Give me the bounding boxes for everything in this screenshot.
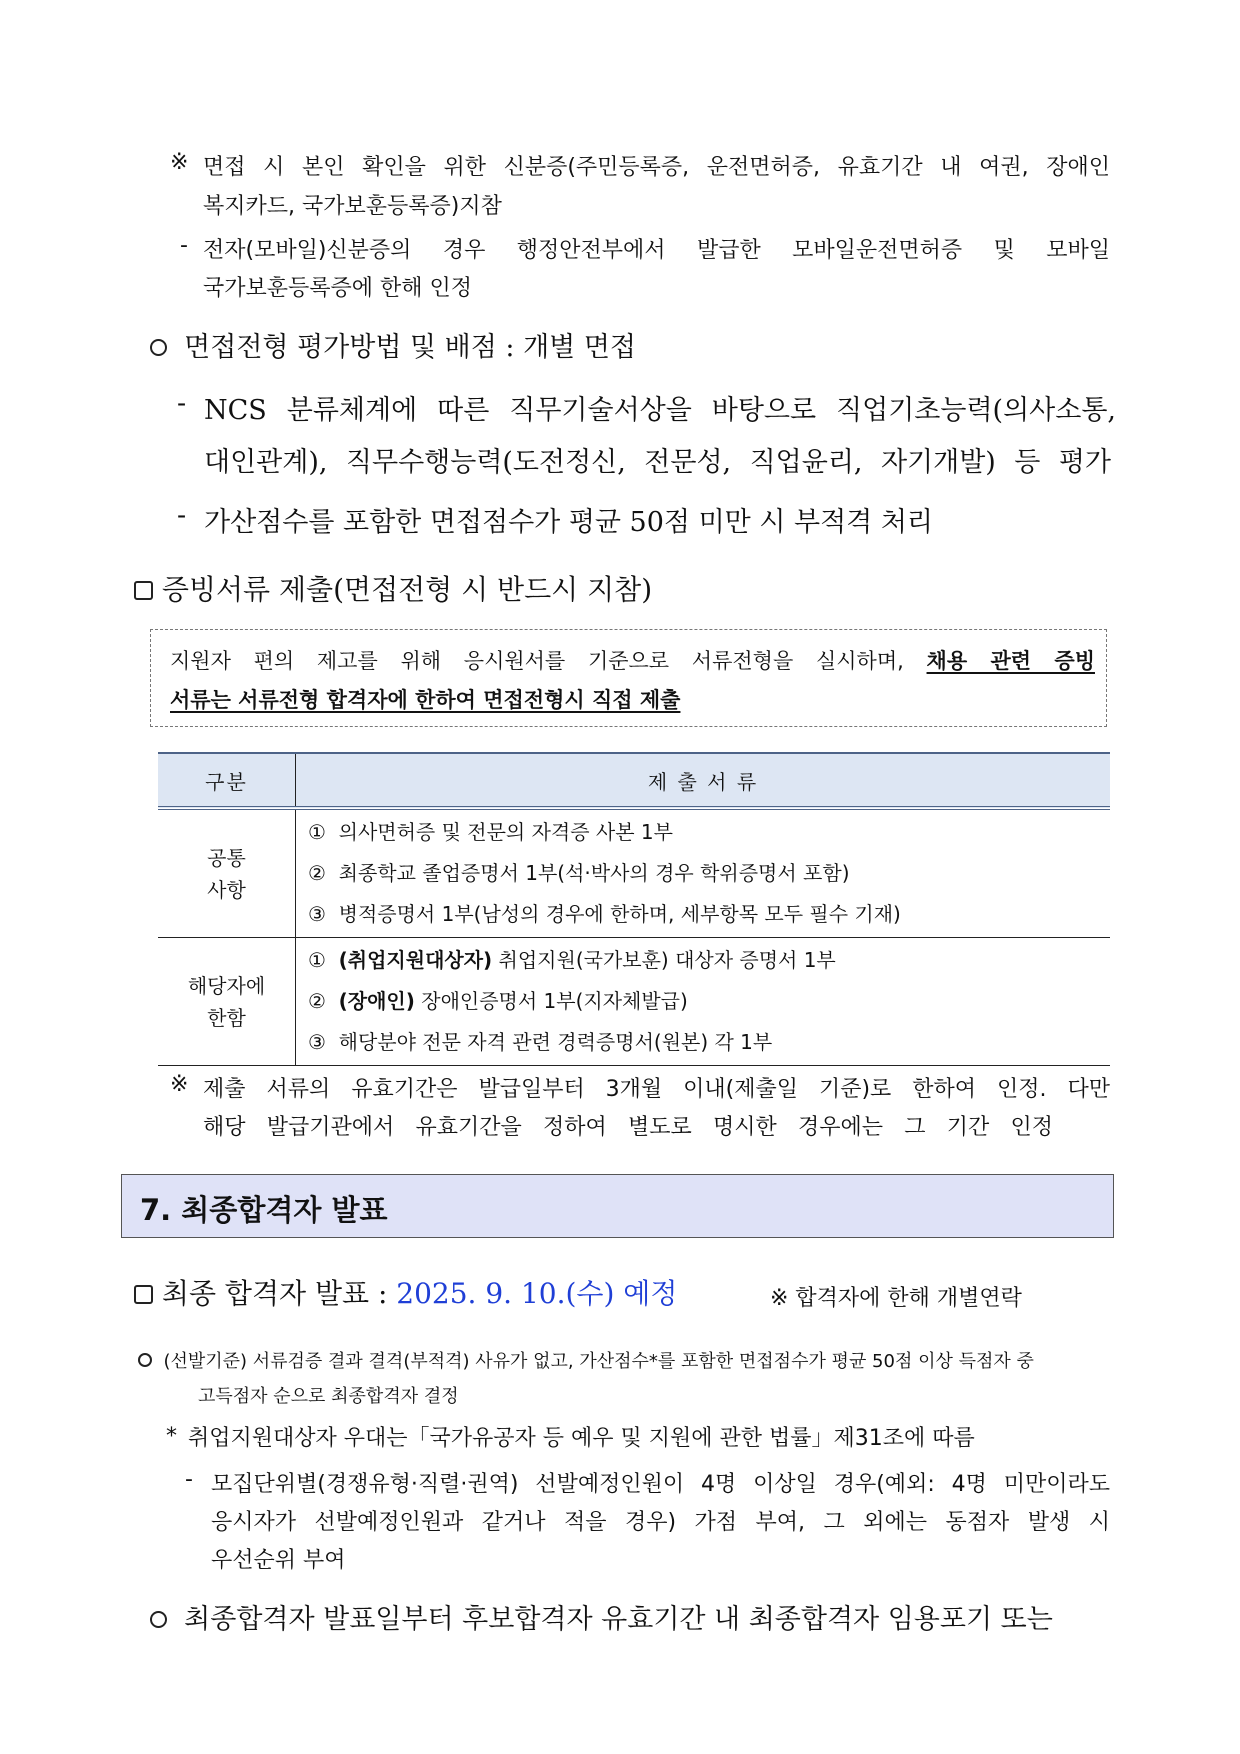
dash-mark: - [177,388,187,419]
method-bullet1-line1: NCS 분류체계에 따른 직무기술서상을 바탕으로 직업기초능력(의사소통, [204,395,1116,426]
footnote-mark: * [166,1424,177,1449]
id-note-line1: 면접 시 본인 확인을 위한 신분증(주민등록증, 운전면허증, 유효기간 내 여권, 장애인 [203,155,1110,180]
criteria-line2: 고득점자 순으로 최종합격자 결정 [198,1386,459,1407]
footnote-text: 취업지원대상자 우대는「국가유공자 등 예우 및 지원에 관한 법률」제31조에 따름 [188,1426,975,1451]
method-bullet2: 가산점수를 포함한 면접점수가 평균 50점 미만 시 부적격 처리 [204,507,933,538]
ring-bullet-icon [150,339,167,356]
section-7-header [121,1174,1114,1238]
final-line: 최종합격자 발표일부터 후보합격자 유효기간 내 최종합격자 임용포기 또는 [150,1597,1115,1636]
category-applicable: 해당자에 한함 [158,938,296,1066]
list-item: ③ 해당분야 전문 자격 관련 경력증명서(원본) 각 1부 [308,1030,773,1054]
validity-note-line2: 해당 발급기관에서 유효기간을 정하여 별도로 명시한 경우에는 그 기간 인정 [203,1115,1053,1140]
ring-bullet-icon [138,1353,152,1367]
notice-line2: 서류는 서류전형 합격자에 한하여 면접전형시 직접 제출 [170,688,681,712]
documents-table [158,752,1110,1066]
criteria-line1: (선발기준) 서류검증 결과 결격(부적격) 사유가 없고, 가산점수*를 포함한 면접점수가 평균 50점 이상 득점자 중 [138,1347,1034,1373]
list-item: ② 최종학교 졸업증명서 1부(석·박사의 경우 학위증명서 포함) [308,861,850,885]
ring-bullet-icon [150,1611,167,1628]
list-item: ① 의사면허증 및 전문의 자격증 사본 1부 [308,820,673,844]
list-item: ② (장애인) 장애인증명서 1부(지자체발급) [308,989,688,1013]
list-item: ③ 병적증명서 1부(남성의 경우에 한하며, 세부항목 모두 필수 기재) [308,902,901,926]
documents-heading: 증빙서류 제출(면접전형 시 반드시 지참) [134,568,652,608]
announce-note: ※ 합격자에 한해 개별연락 [770,1286,1022,1311]
note-mark: ※ [170,150,189,175]
announce-date: 2025. 9. 10.(수) 예정 [396,1277,678,1310]
id-note-line2: 복지카드, 국가보훈등록증)지참 [203,194,502,219]
mobile-id-line1: 전자(모바일)신분증의 경우 행정안전부에서 발급한 모바일운전면허증 및 모바일 [203,238,1110,263]
mobile-id-line2: 국가보훈등록증에 한해 인정 [203,276,473,301]
col-header-documents: 제 출 서 류 [296,753,1111,808]
sub-line2: 응시자가 선발예정인원과 같거나 적을 경우) 가점 부여, 그 외에는 동점자 발생 시 [211,1510,1110,1535]
validity-note-line1: 제출 서류의 유효기간은 발급일부터 3개월 이내(제출일 기준)로 한하여 인정. 다만 [203,1077,1110,1102]
notice-line1: 지원자 편의 제고를 위해 응시원서를 기준으로 서류전형을 실시하며, 채용 관련 증빙 [170,649,1095,673]
sub-line1: 모집단위별(경쟁유형·직렬·권역) 선발예정인원이 4명 이상일 경우(예외: 4명 미만이라도 [211,1472,1110,1497]
interview-method-heading: 면접전형 평가방법 및 배점 : 개별 면접 [150,325,636,364]
col-header-category: 구분 [158,753,296,808]
checkbox-square-icon [134,581,153,600]
table-row-common [158,808,1110,938]
method-bullet1-line2: 대인관계), 직무수행능력(도전정신, 전문성, 직업윤리, 자기개발) 등 평가 [204,447,1111,478]
sub-line3: 우선순위 부여 [211,1548,346,1573]
dash-mark: - [180,233,188,258]
dash-mark: - [185,1467,193,1492]
table-row-applicable [158,938,1110,1066]
announce-line: 최종 합격자 발표 : 2025. 9. 10.(수) 예정 [134,1272,677,1312]
list-item: ① (취업지원대상자) 취업지원(국가보훈) 대상자 증명서 1부 [308,948,836,972]
checkbox-square-icon [134,1285,153,1304]
section-7-title: 7. 최종합격자 발표 [140,1193,388,1227]
dash-mark: - [177,500,187,531]
category-common: 공통 사항 [158,808,296,938]
note-mark: ※ [170,1072,189,1097]
